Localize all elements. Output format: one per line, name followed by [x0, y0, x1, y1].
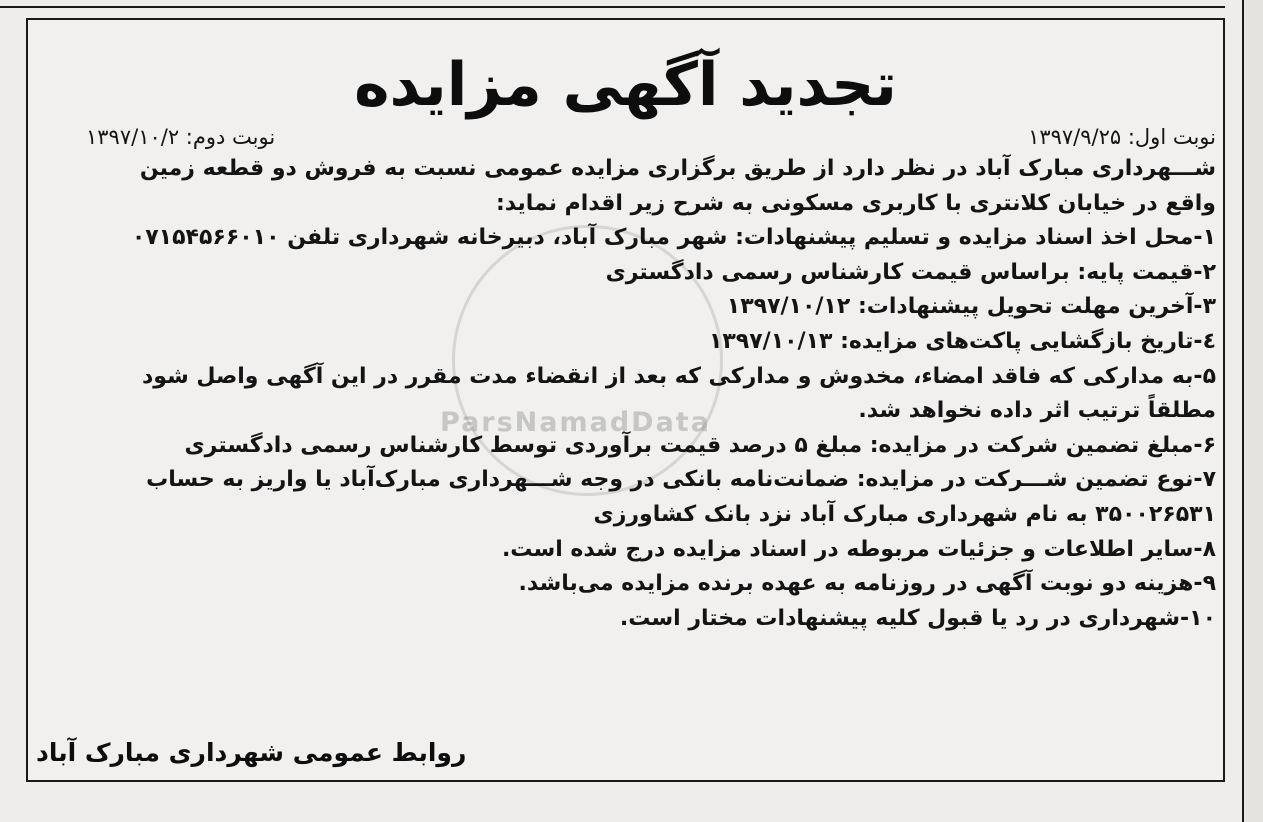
condition-item-9: ۹-هزینه دو نوبت آگهی در روزنامه به عهده برنده مزایده می‌باشد.: [518, 571, 1216, 597]
watermark-brand-text: ParsNamadData: [440, 407, 711, 438]
condition-item-7: ۷-نوع تضمین شـــرکت در مزایده: ضمانت‌نامه بانکی در وجه شـــهرداری مبارک‌آباد یا واریز به حساب: [146, 467, 1216, 493]
publication-dates: [86, 120, 1216, 154]
notice-title: تجدید آگهی مزایده: [354, 50, 897, 120]
condition-item-7-continued: ۳۵۰۰۲۶۵۳۱ به نام شهرداری مبارک آباد نزد بانک کشاورزی: [593, 501, 1216, 527]
condition-item-5-continued: مطلقاً ترتیب اثر داده نخواهد شد.: [858, 398, 1216, 424]
condition-item-10: ۱۰-شهرداری در رد یا قبول کلیه پیشنهادات مختار است.: [619, 605, 1216, 631]
condition-item-2: ۲-قیمت پایه: براساس قیمت کارشناس رسمی دادگستری: [605, 259, 1216, 285]
intro-line: شـــهرداری مبارک آباد در نظر دارد از طریق برگزاری مزایده عمومی نسبت به فروش دو قطعه زمین: [139, 156, 1216, 181]
intro-line: واقع در خیابان کلانتری با کاربری مسکونی به شرح زیر اقدام نماید:: [495, 190, 1216, 216]
top-border-rule: [0, 0, 1225, 8]
adjacent-column-strip: [1242, 0, 1263, 822]
condition-item-8: ۸-سایر اطلاعات و جزئیات مربوطه در اسناد مزایده درج شده است.: [501, 536, 1216, 562]
condition-item-4: ٤-تاریخ بازگشایی پاکت‌های مزایده: ۱۳۹۷/۱۰/۱۳: [708, 328, 1216, 354]
condition-item-1: ۱-محل اخذ اسناد مزایده و تسلیم پیشنهادات: شهر مبارک آباد، دبیرخانه شهرداری تلفن ۰۷۱۵۴۵۶۶۰۱۰: [131, 225, 1216, 251]
issuer-signature: روابط عمومی شهرداری مبارک آباد: [36, 738, 467, 767]
condition-item-5: ۵-به مدارکی که فاقد امضاء، مخدوش و مدارکی که بعد از انقضاء مدت مقرر در این آگهی واصل شود: [141, 363, 1216, 389]
condition-item-6: ۶-مبلغ تضمین شرکت در مزایده: مبلغ ۵ درصد قیمت برآوردی توسط کارشناس رسمی دادگستری: [184, 432, 1216, 458]
notice-body: [36, 152, 1216, 636]
condition-item-3: ۳-آخرین مهلت تحویل پیشنهادات: ۱۳۹۷/۱۰/۱۲: [726, 294, 1216, 320]
second-publication-date: نوبت دوم: ۱۳۹۷/۱۰/۲: [86, 125, 276, 149]
first-publication-date: نوبت اول: ۱۳۹۷/۹/۲۵: [1028, 125, 1216, 149]
